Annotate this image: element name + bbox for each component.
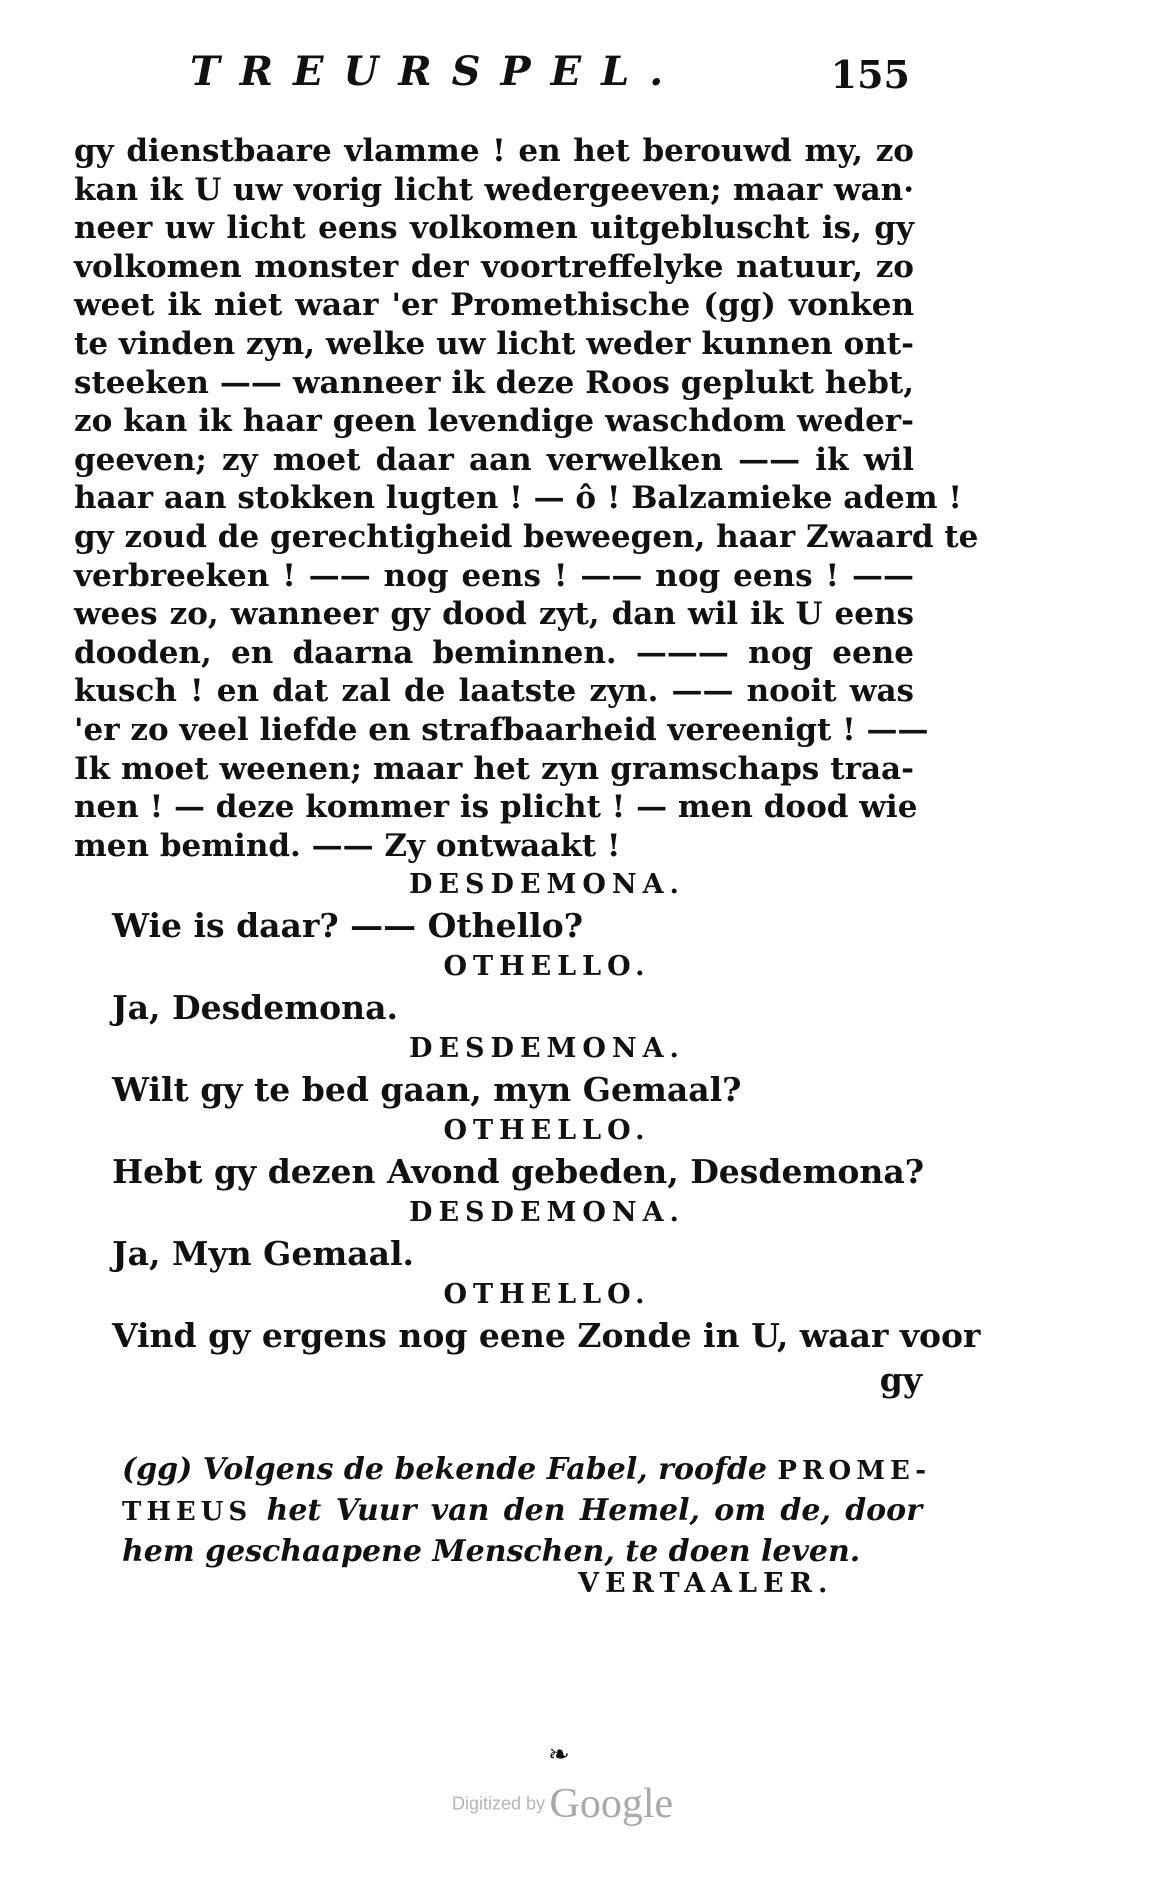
footnote-line: hem geschaapene Menschen, te doen leven. xyxy=(122,1534,861,1569)
speech-line: Vind gy ergens nog eene Zonde in U, waar voor xyxy=(112,1316,981,1355)
prose-line: weet ik niet waar 'er Promethische (gg) vonken xyxy=(74,287,914,324)
prose-line: steeken —— wanneer ik deze Roos geplukt hebt, xyxy=(74,364,914,401)
prose-line: kusch ! en dat zal de laatste zyn. —— nooit was xyxy=(74,673,914,710)
footnote-name: THEUS xyxy=(122,1497,253,1527)
prose-line: volkomen monster der voortreffelyke natuur, zo xyxy=(74,248,914,285)
prose-line: haar aan stokken lugten ! — ô ! Balzamieke adem ! xyxy=(74,480,962,517)
speaker-desdemona: DESDEMONA. xyxy=(409,1197,685,1228)
digitized-watermark xyxy=(452,1780,673,1828)
speaker-desdemona: DESDEMONA. xyxy=(409,869,685,900)
ornament-icon: ❧ xyxy=(548,1740,570,1770)
page-number: 155 xyxy=(830,52,910,97)
prose-block xyxy=(74,132,979,865)
dialogue-block xyxy=(112,866,981,1402)
footnote-text: het Vuur van den Hemel, om de, door xyxy=(266,1493,923,1528)
speaker-desdemona: DESDEMONA. xyxy=(409,1033,685,1064)
footnote xyxy=(122,1450,932,1572)
prose-line: kan ik U uw vorig licht wedergeeven; maar wan· xyxy=(74,171,914,208)
prose-line: geeven; zy moet daar aan verwelken —— ik wil xyxy=(74,441,914,478)
speech-line: Wie is daar? —— Othello? xyxy=(112,906,584,945)
prose-line: gy zoud de gerechtigheid beweegen, haar Zwaard te xyxy=(74,518,979,555)
prose-line: 'er zo veel liefde en strafbaarheid vereenigt ! —— xyxy=(74,711,929,748)
speech-continuation: gy xyxy=(879,1360,922,1399)
speech-line: Ja, Myn Gemaal. xyxy=(112,1234,415,1273)
prose-line: Ik moet weenen; maar het zyn gramschaps traa- xyxy=(74,750,914,787)
translator-signature: VERTAALER. xyxy=(578,1568,834,1599)
running-header xyxy=(190,48,910,98)
speaker-othello: OTHELLO. xyxy=(443,1115,651,1146)
footnote-text: Volgens de bekende Fabel, roofde xyxy=(202,1452,767,1487)
footnote-name: PROME- xyxy=(777,1456,932,1486)
speech-line: Hebt gy dezen Avond gebeden, Desdemona? xyxy=(112,1152,925,1191)
prose-line: wees zo, wanneer gy dood zyt, dan wil ik U eens xyxy=(74,596,914,633)
prose-line: gy dienstbaare vlamme ! en het berouwd my, zo xyxy=(74,133,914,169)
prose-line: zo kan ik haar geen levendige waschdom weder- xyxy=(74,403,914,440)
prose-line: verbreeken ! —— nog eens ! —— nog eens ! —— xyxy=(74,557,914,594)
google-logo-icon: Google xyxy=(549,1781,674,1827)
speech-line: Wilt gy te bed gaan, myn Gemaal? xyxy=(112,1070,742,1109)
prose-line: te vinden zyn, welke uw licht weder kunnen ont- xyxy=(74,325,914,362)
footnote-line xyxy=(122,1491,922,1532)
prose-line: neer uw licht eens volkomen uitgebluscht is, gy xyxy=(74,210,914,247)
footnote-marker: (gg) xyxy=(122,1452,193,1487)
prose-line: men bemind. —— Zy ontwaakt ! xyxy=(74,827,621,864)
prose-line: nen ! — deze kommer is plicht ! — men dood wie xyxy=(74,789,918,826)
speech-line: Ja, Desdemona. xyxy=(112,988,399,1027)
watermark-prefix: Digitized by xyxy=(452,1793,546,1814)
running-title: TREURSPEL. xyxy=(190,48,684,95)
speaker-othello: OTHELLO. xyxy=(443,951,651,982)
footnote-line xyxy=(122,1450,932,1491)
prose-line: dooden, en daarna beminnen. ——— nog eene xyxy=(74,634,914,671)
speaker-othello: OTHELLO. xyxy=(443,1279,651,1310)
